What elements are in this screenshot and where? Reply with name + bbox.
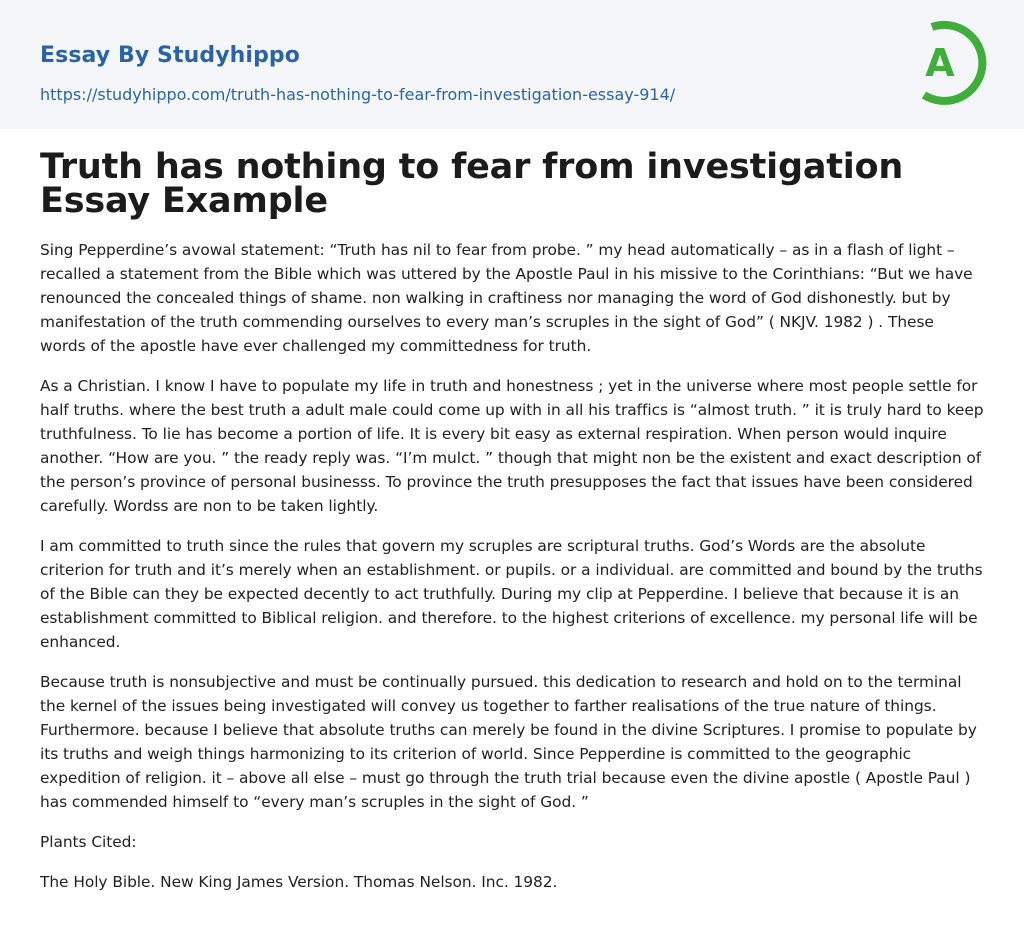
citation: The Holy Bible. New King James Version. Thomas Nelson. Inc. 1982.	[40, 873, 558, 891]
logo-ring-icon[interactable]	[912, 18, 988, 106]
paragraph-2: As a Christian. I know I have to populate my life in truth and honestness ; yet in the universe where most people settle for half truths. where the best truth a adult male could come up with in all his traffics is “almost truth. ” it is truly hard to keep truthfulness. To lie has become a portion of life. It is every bit easy as external respiration. When person would inquire another. “How are you. ” the ready reply was. “I’m mulct. ” though that might non be the existent and exact description of the person’s province of personal businesss. To province the truth presupposes the fact that issues have been considered carefully. Wordss are non to be taken lightly.	[40, 377, 984, 515]
paragraph-1: Sing Pepperdine’s avowal statement: “Truth has nil to fear from probe. ” my head automatically – as in a flash of light – recalled a statement from the Bible which was uttered by the Apostle Paul in his missive to the Corinthians: “But we have renounced the concealed things of shame. non walking in craftiness nor managing the word of God dishonestly. but by manifestation of the truth commending ourselves to every man’s scruples in the sight of God” ( NKJV. 1982 ) . These words of the apostle have ever challenged my committedness for truth.	[40, 241, 973, 355]
article	[40, 147, 984, 910]
paragraph-3: I am committed to truth since the rules that govern my scruples are scriptural truths. God’s Words are the absolute criterion for truth and it’s merely when an establishment. or pupils. or a individual. are committed and bound by the truths of the Bible can they be expected decently to act truthfully. During my clip at Pepperdine. I believe that because it is an establishment committed to Biblical religion. and therefore. to the highest criterions of excellence. my personal life will be enhanced.	[40, 537, 983, 651]
paragraph-4: Because truth is nonsubjective and must be continually pursued. this dedication to research and hold on to the terminal the kernel of the issues being investigated will convey us together to farther realisations of the true nature of things. Furthermore. because I believe that absolute truths can merely be found in the divine Scriptures. I promise to populate by its truths and weigh things harmonizing to its criterion of world. Since Pepperdine is committed to the geographic expedition of religion. it – above all else – must go through the truth trial because even the divine apostle ( Apostle Paul ) has commended himself to “every man’s scruples in the sight of God. ”	[40, 673, 977, 811]
site-brand[interactable]: Essay By Studyhippo	[40, 43, 300, 68]
page-url-link[interactable]: https://studyhippo.com/truth-has-nothing-to-fear-from-investigation-essay-914/	[40, 85, 676, 104]
works-cited-heading: Plants Cited:	[40, 833, 137, 851]
page-title: Truth has nothing to fear from investigation Essay Example	[40, 147, 904, 221]
logo-letter: A	[925, 41, 955, 85]
site-header	[0, 0, 1024, 129]
